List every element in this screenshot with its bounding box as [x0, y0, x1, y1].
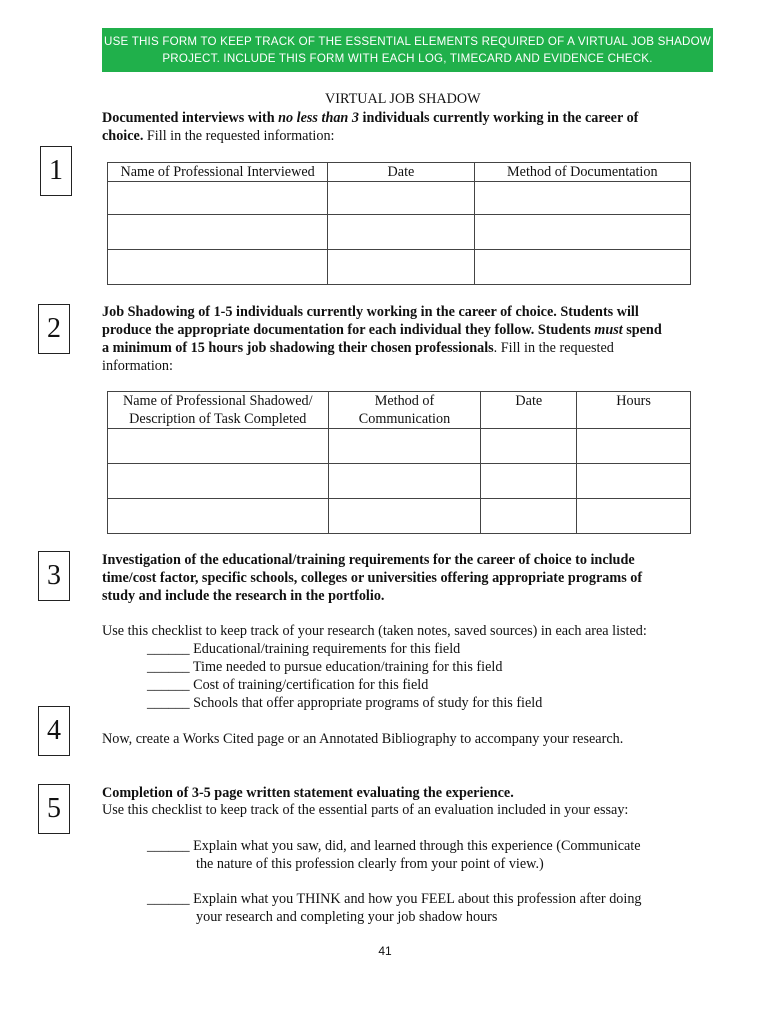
section-5-intro: Use this checklist to keep track of the essential parts of an evaluation included in your essay:: [102, 802, 629, 818]
s1-bold-b: individuals currently working in the career of: [358, 110, 639, 126]
s1-plain: Fill in the requested information:: [143, 128, 335, 144]
section-2-line-3: [102, 339, 614, 357]
table-row: [108, 499, 691, 534]
table-cell[interactable]: [577, 429, 691, 464]
checklist-item: ______ Time needed to pursue education/training for this field: [147, 659, 503, 675]
section-3-line-2: time/cost factor, specific schools, colleges or universities offering appropriate programs of: [102, 570, 643, 586]
checklist-item: ______ Cost of training/certification for this field: [147, 677, 429, 693]
table-cell[interactable]: [328, 464, 481, 499]
s2-line3-plain: . Fill in the requested: [493, 340, 614, 356]
table-cell[interactable]: [481, 429, 577, 464]
h2-line-1: Method of: [374, 393, 435, 409]
section-3-intro: Use this checklist to keep track of your research (taken notes, saved sources) in each area listed:: [102, 623, 647, 639]
s2-line2-em: must: [594, 322, 623, 338]
section-2-line-4: information:: [102, 358, 173, 374]
table-row: [108, 182, 691, 215]
page-title: VIRTUAL JOB SHADOW: [325, 91, 481, 107]
s1-bold-a: Documented interviews with: [102, 110, 279, 126]
header-method-communication: [328, 392, 481, 429]
evaluation-item-1-line-1: ______ Explain what you saw, did, and learned through this experience (Communicate: [147, 838, 641, 854]
table-cell[interactable]: [328, 182, 474, 215]
table-cell[interactable]: [328, 250, 474, 285]
header-name-interviewed: Name of Professional Interviewed: [108, 163, 328, 182]
h1-line-1: Name of Professional Shadowed/: [123, 393, 313, 409]
table-cell[interactable]: [108, 215, 328, 250]
table-cell[interactable]: [474, 215, 690, 250]
table-row: [108, 429, 691, 464]
table-row: [108, 250, 691, 285]
evaluation-item-1-line-2: the nature of this profession clearly from your point of view.): [196, 856, 544, 872]
h1-line-2: Description of Task Completed: [129, 411, 307, 427]
checklist-item: ______ Schools that offer appropriate programs of study for this field: [147, 695, 543, 711]
instruction-banner: [102, 28, 713, 72]
s2-line2-a: produce the appropriate documentation for each individual they follow. Students: [102, 322, 595, 338]
section-2-line-1: Job Shadowing of 1-5 individuals currently working in the career of choice. Students will: [102, 304, 639, 320]
table-cell[interactable]: [108, 182, 328, 215]
header-hours: Hours: [577, 392, 691, 429]
s1-bold-italic: no less than 3: [278, 110, 359, 126]
section-5-heading: Completion of 3-5 page written statement evaluating the experience.: [102, 785, 514, 801]
section-4-number: 4: [38, 706, 70, 756]
h2-line-2: Communication: [358, 411, 451, 427]
table-cell[interactable]: [474, 250, 690, 285]
section-1-subheading: [102, 127, 334, 145]
s1-bold-c: choice.: [102, 128, 144, 144]
table-cell[interactable]: [328, 429, 481, 464]
header-name-shadowed: [108, 392, 329, 429]
section-5-number: 5: [38, 784, 70, 834]
checklist-item: ______ Educational/training requirements for this field: [147, 641, 461, 657]
s2-line3-bold: a minimum of 15 hours job shadowing their chosen professionals: [102, 340, 494, 356]
section-2-number: 2: [38, 304, 70, 354]
table-cell[interactable]: [108, 250, 328, 285]
section-3-line-1: Investigation of the educational/training requirements for the career of choice to include: [102, 552, 635, 568]
banner-line-2: PROJECT. INCLUDE THIS FORM WITH EACH LOG, TIMECARD AND EVIDENCE CHECK.: [162, 52, 653, 65]
table-cell[interactable]: [481, 464, 577, 499]
table-cell[interactable]: [328, 215, 474, 250]
table-cell[interactable]: [577, 464, 691, 499]
header-date: Date: [481, 392, 577, 429]
page-number: 41: [378, 944, 392, 958]
header-date: Date: [328, 163, 474, 182]
s2-line2-b: spend: [622, 322, 662, 338]
header-method-documentation: Method of Documentation: [474, 163, 690, 182]
table-cell[interactable]: [108, 464, 329, 499]
interviews-table: [107, 162, 691, 285]
table-cell[interactable]: [108, 429, 329, 464]
section-3-number: 3: [38, 551, 70, 601]
banner-line-1: USE THIS FORM TO KEEP TRACK OF THE ESSENTIAL ELEMENTS REQUIRED OF A VIRTUAL JOB SHADOW: [104, 35, 711, 48]
table-row: [108, 215, 691, 250]
table-cell[interactable]: [474, 182, 690, 215]
shadowing-table: [107, 391, 691, 534]
section-3-line-3: study and include the research in the portfolio.: [102, 588, 385, 604]
table-row: [108, 464, 691, 499]
section-1-heading: [102, 109, 638, 127]
evaluation-item-2-line-2: your research and completing your job shadow hours: [196, 909, 498, 925]
table-cell[interactable]: [108, 499, 329, 534]
table-cell[interactable]: [577, 499, 691, 534]
table-cell[interactable]: [328, 499, 481, 534]
section-4-text: Now, create a Works Cited page or an Annotated Bibliography to accompany your research.: [102, 731, 624, 747]
evaluation-item-2-line-1: ______ Explain what you THINK and how you FEEL about this profession after doing: [147, 891, 642, 907]
section-2-line-2: [102, 321, 662, 339]
table-cell[interactable]: [481, 499, 577, 534]
section-1-number: 1: [40, 146, 72, 196]
